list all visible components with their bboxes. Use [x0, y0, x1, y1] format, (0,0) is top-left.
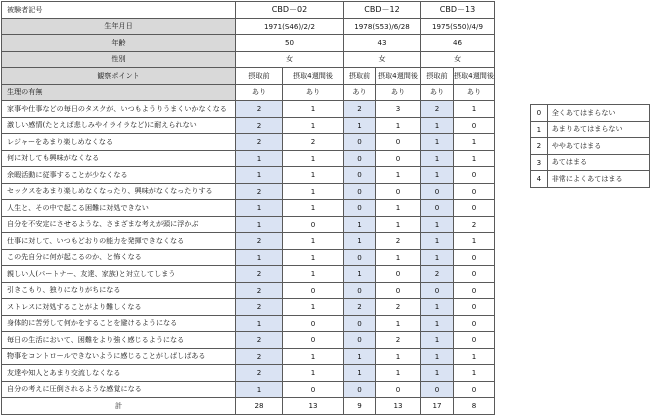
post-intake-score-cell: 1	[454, 365, 495, 382]
post-intake-score-cell: 1	[454, 233, 495, 250]
age-cbd02: 50	[236, 35, 344, 52]
age-label: 年齢	[2, 35, 236, 52]
post-intake-score-cell: 2	[376, 332, 421, 349]
post-intake-score-cell: 0	[454, 315, 495, 332]
observation-item-row	[2, 134, 495, 151]
legend-row	[531, 121, 650, 138]
pre-intake-score-cell: 2	[421, 101, 454, 118]
pre-intake-score-cell: 0	[344, 249, 376, 266]
pre-intake-score-cell: 0	[421, 282, 454, 299]
post-intake-score-cell: 0	[454, 200, 495, 217]
pre-intake-score-cell: 2	[236, 101, 283, 118]
total-cell: 17	[421, 398, 454, 415]
pre-intake-score-cell: 0	[344, 167, 376, 184]
pre-intake-score-cell: 2	[236, 134, 283, 151]
observation-item-label: 身体的に苦労して何かをすることを避けるようになる	[2, 315, 236, 332]
legend-description: ややあてはまる	[547, 138, 649, 155]
pre-intake-score-cell: 2	[236, 299, 283, 316]
menstruation-label: 生理の有無	[2, 84, 236, 101]
post-intake-score-cell: 1	[454, 134, 495, 151]
pre-intake-score-cell: 1	[421, 233, 454, 250]
pre-intake-score-cell: 2	[236, 332, 283, 349]
observation-table	[1, 1, 495, 415]
pre-intake-score-cell: 2	[236, 183, 283, 200]
post-intake-score-cell: 1	[283, 117, 344, 134]
post-intake-score-cell: 0	[454, 117, 495, 134]
sex-label: 性別	[2, 51, 236, 68]
post-intake-score-cell: 1	[283, 200, 344, 217]
post-intake-score-cell: 2	[454, 216, 495, 233]
post-intake-score-cell: 1	[376, 167, 421, 184]
pre-intake-score-cell: 1	[236, 381, 283, 398]
observation-item-label: 何に対しても興味がなくなる	[2, 150, 236, 167]
pre-intake-score-cell: 1	[344, 233, 376, 250]
post-intake-score-cell: 1	[283, 266, 344, 283]
legend-row	[531, 154, 650, 171]
observation-label: 観察ポイント	[2, 68, 236, 85]
pre-intake-score-cell: 2	[344, 101, 376, 118]
legend-score: 2	[531, 138, 548, 155]
pre-intake-score-cell: 1	[421, 117, 454, 134]
pre-intake-score-cell: 2	[236, 117, 283, 134]
pre-intake-score-cell: 0	[344, 282, 376, 299]
legend-row	[531, 138, 650, 155]
legend-description: 非常によくあてはまる	[547, 171, 649, 188]
observation-item-row	[2, 299, 495, 316]
observation-item-label: 激しい感情(たとえば悲しみやイライラなど)に耐えられない	[2, 117, 236, 134]
observation-item-row	[2, 216, 495, 233]
pre-intake-score-cell: 2	[236, 282, 283, 299]
pre-intake-score-cell: 1	[421, 315, 454, 332]
age-cbd13: 46	[421, 35, 495, 52]
subject-code-label: 被験者記号	[2, 2, 236, 19]
pre-intake-score-cell: 0	[344, 315, 376, 332]
pre-intake-score-cell: 1	[421, 332, 454, 349]
post-intake-score-cell: 1	[376, 249, 421, 266]
post-intake-score-cell: 0	[283, 315, 344, 332]
observation-item-label: 引きこもり、独りになりがちになる	[2, 282, 236, 299]
total-cell: 9	[344, 398, 376, 415]
post-intake-header: 摂取4週間後	[376, 68, 421, 85]
total-label: 計	[2, 398, 236, 415]
legend-row	[531, 171, 650, 188]
post-intake-header: 摂取4週間後	[454, 68, 495, 85]
observation-item-row	[2, 315, 495, 332]
observation-item-row	[2, 150, 495, 167]
observation-item-row	[2, 365, 495, 382]
pre-intake-score-cell: 1	[236, 150, 283, 167]
pre-intake-score-cell: 0	[344, 332, 376, 349]
post-intake-score-cell: 1	[454, 150, 495, 167]
observation-item-row	[2, 381, 495, 398]
legend-score: 4	[531, 171, 548, 188]
post-intake-score-cell: 1	[376, 117, 421, 134]
pre-intake-score-cell: 0	[344, 381, 376, 398]
subject-code-cbd02: CBD－02	[236, 2, 344, 19]
age-row	[2, 35, 495, 52]
post-intake-score-cell: 1	[376, 216, 421, 233]
presence-cell: あり	[344, 84, 376, 101]
post-intake-score-cell: 2	[376, 299, 421, 316]
observation-item-row	[2, 249, 495, 266]
subject-code-cbd12: CBD－12	[344, 2, 421, 19]
observation-item-row	[2, 200, 495, 217]
post-intake-score-cell: 1	[283, 249, 344, 266]
post-intake-score-cell: 1	[283, 150, 344, 167]
post-intake-score-cell: 0	[454, 183, 495, 200]
total-cell: 13	[283, 398, 344, 415]
total-cell: 13	[376, 398, 421, 415]
post-intake-score-cell: 1	[376, 365, 421, 382]
pre-intake-score-cell: 2	[236, 266, 283, 283]
observation-header-row	[2, 68, 495, 85]
presence-cell: あり	[236, 84, 283, 101]
observation-item-label: セックスをあまり楽しめなくなったり、興味がなくなったりする	[2, 183, 236, 200]
observation-item-label: 人生と、その中で起こる困難に対処できない	[2, 200, 236, 217]
pre-intake-score-cell: 0	[421, 381, 454, 398]
post-intake-score-cell: 0	[283, 216, 344, 233]
post-intake-score-cell: 1	[283, 365, 344, 382]
sex-cbd02: 女	[236, 51, 344, 68]
pre-intake-score-cell: 1	[421, 365, 454, 382]
pre-intake-score-cell: 1	[421, 167, 454, 184]
pre-intake-score-cell: 0	[344, 183, 376, 200]
pre-intake-score-cell: 1	[236, 167, 283, 184]
pre-intake-score-cell: 0	[344, 150, 376, 167]
observation-item-row	[2, 266, 495, 283]
subject-code-cbd13: CBD－13	[421, 2, 495, 19]
birthdate-cbd13: 1975(S50)/4/9	[421, 18, 495, 35]
post-intake-score-cell: 0	[283, 282, 344, 299]
pre-intake-header: 摂取前	[421, 68, 454, 85]
pre-intake-score-cell: 1	[344, 117, 376, 134]
post-intake-score-cell: 1	[283, 183, 344, 200]
birthdate-cbd02: 1971(S46)/2/2	[236, 18, 344, 35]
post-intake-score-cell: 1	[376, 348, 421, 365]
post-intake-score-cell: 0	[376, 134, 421, 151]
pre-intake-score-cell: 2	[236, 348, 283, 365]
post-intake-score-cell: 0	[376, 150, 421, 167]
observation-item-label: 自分の考えに圧倒されるような感覚になる	[2, 381, 236, 398]
post-intake-score-cell: 0	[283, 332, 344, 349]
pre-intake-score-cell: 0	[344, 134, 376, 151]
pre-intake-score-cell: 2	[236, 233, 283, 250]
pre-intake-score-cell: 1	[344, 266, 376, 283]
post-intake-score-cell: 0	[454, 282, 495, 299]
pre-intake-score-cell: 1	[236, 249, 283, 266]
pre-intake-score-cell: 1	[421, 348, 454, 365]
observation-item-row	[2, 167, 495, 184]
post-intake-score-cell: 1	[454, 348, 495, 365]
pre-intake-score-cell: 1	[421, 150, 454, 167]
post-intake-score-cell: 0	[376, 282, 421, 299]
total-cell: 28	[236, 398, 283, 415]
observation-item-label: レジャーをあまり楽しめなくなる	[2, 134, 236, 151]
observation-item-label: 友達や知人とあまり交流しなくなる	[2, 365, 236, 382]
pre-intake-score-cell: 1	[421, 249, 454, 266]
observation-item-label: 親しい人(パートナー、友達、家族)と対立してしまう	[2, 266, 236, 283]
presence-cell: あり	[376, 84, 421, 101]
birthdate-row	[2, 18, 495, 35]
post-intake-score-cell: 0	[376, 381, 421, 398]
post-intake-score-cell: 0	[376, 183, 421, 200]
post-intake-score-cell: 0	[454, 167, 495, 184]
legend-row	[531, 105, 650, 122]
sex-row	[2, 51, 495, 68]
observation-item-row	[2, 332, 495, 349]
pre-intake-score-cell: 2	[236, 365, 283, 382]
menstruation-row	[2, 84, 495, 101]
observation-item-row	[2, 233, 495, 250]
observation-item-label: 毎日の生活において、困難をより強く感じるようになる	[2, 332, 236, 349]
pre-intake-score-cell: 1	[344, 348, 376, 365]
post-intake-score-cell: 2	[283, 134, 344, 151]
observation-item-label: 物事をコントロールできないように感じることがしばしばある	[2, 348, 236, 365]
observation-item-row	[2, 117, 495, 134]
pre-intake-score-cell: 2	[421, 266, 454, 283]
pre-intake-score-cell: 1	[344, 365, 376, 382]
presence-cell: あり	[421, 84, 454, 101]
observation-item-label: 家事や仕事などの毎日のタスクが、いつもようりうまくいかなくなる	[2, 101, 236, 118]
observation-item-row	[2, 348, 495, 365]
post-intake-score-cell: 0	[454, 249, 495, 266]
presence-cell: あり	[283, 84, 344, 101]
total-cell: 8	[454, 398, 495, 415]
pre-intake-score-cell: 1	[421, 134, 454, 151]
total-row	[2, 398, 495, 415]
legend-description: 全くあてはまらない	[547, 105, 649, 122]
post-intake-score-cell: 3	[376, 101, 421, 118]
post-intake-score-cell: 1	[283, 299, 344, 316]
post-intake-score-cell: 0	[454, 299, 495, 316]
observation-item-row	[2, 101, 495, 118]
birthdate-label: 生年月日	[2, 18, 236, 35]
pre-intake-score-cell: 1	[236, 216, 283, 233]
pre-intake-score-cell: 1	[421, 216, 454, 233]
legend-score: 1	[531, 121, 548, 138]
post-intake-score-cell: 1	[283, 233, 344, 250]
pre-intake-score-cell: 0	[421, 183, 454, 200]
legend-score: 3	[531, 154, 548, 171]
pre-intake-score-cell: 0	[344, 200, 376, 217]
pre-intake-header: 摂取前	[236, 68, 283, 85]
age-cbd12: 43	[344, 35, 421, 52]
post-intake-score-cell: 1	[454, 101, 495, 118]
birthdate-cbd12: 1978(S53)/6/28	[344, 18, 421, 35]
pre-intake-score-cell: 0	[421, 200, 454, 217]
observation-item-row	[2, 183, 495, 200]
post-intake-score-cell: 1	[376, 200, 421, 217]
legend-description: あまりあてはまらない	[547, 121, 649, 138]
sex-cbd13: 女	[421, 51, 495, 68]
observation-item-label: 余暇活動に従事することが少なくなる	[2, 167, 236, 184]
pre-intake-score-cell: 1	[236, 200, 283, 217]
legend-description: あてはまる	[547, 154, 649, 171]
pre-intake-score-cell: 1	[421, 299, 454, 316]
sex-cbd12: 女	[344, 51, 421, 68]
observation-item-label: ストレスに対処することがより難しくなる	[2, 299, 236, 316]
pre-intake-score-cell: 2	[344, 299, 376, 316]
post-intake-score-cell: 1	[283, 101, 344, 118]
pre-intake-score-cell: 1	[344, 216, 376, 233]
post-intake-score-cell: 0	[283, 381, 344, 398]
post-intake-score-cell: 1	[283, 348, 344, 365]
subject-code-row	[2, 2, 495, 19]
pre-intake-header: 摂取前	[344, 68, 376, 85]
post-intake-score-cell: 0	[376, 266, 421, 283]
observation-item-row	[2, 282, 495, 299]
post-intake-score-cell: 2	[376, 233, 421, 250]
post-intake-score-cell: 0	[454, 266, 495, 283]
post-intake-header: 摂取4週間後	[283, 68, 344, 85]
pre-intake-score-cell: 1	[236, 315, 283, 332]
post-intake-score-cell: 0	[454, 332, 495, 349]
post-intake-score-cell: 1	[376, 315, 421, 332]
post-intake-score-cell: 0	[454, 381, 495, 398]
score-legend	[530, 104, 650, 188]
legend-score: 0	[531, 105, 548, 122]
observation-item-label: この先自分に何が起こるのか、と怖くなる	[2, 249, 236, 266]
post-intake-score-cell: 1	[283, 167, 344, 184]
observation-item-label: 自分を不安定にさせるような、さまざまな考えが頭に浮かぶ	[2, 216, 236, 233]
presence-cell: あり	[454, 84, 495, 101]
observation-item-label: 仕事に対して、いつもどおりの能力を発揮できなくなる	[2, 233, 236, 250]
